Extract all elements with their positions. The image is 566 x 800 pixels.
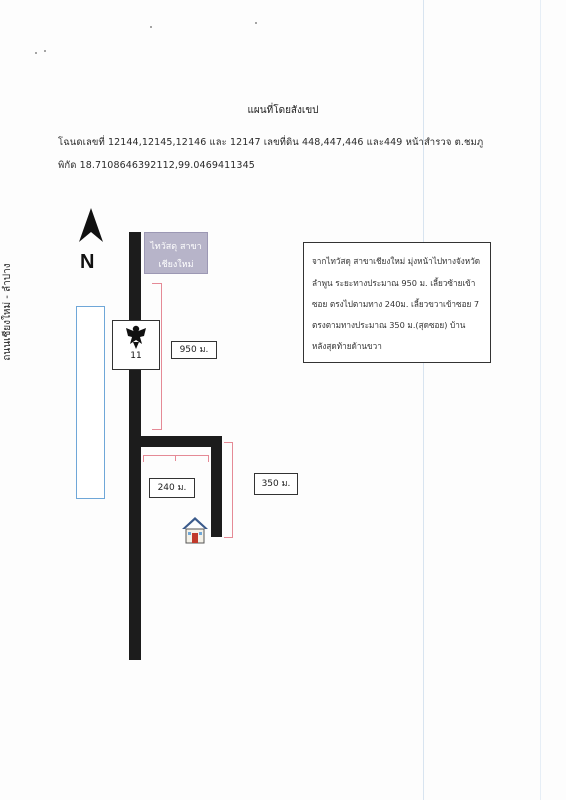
route-description-line: ลำพูน ระยะทางประมาณ 950 ม. เลี้ยวซ้ายเข้า <box>312 278 476 288</box>
route-description-box <box>303 242 491 363</box>
road-name-box <box>76 306 105 499</box>
road-name-label: ถนนเชียงใหม่ - ลำปาง <box>2 263 13 361</box>
scan-speck <box>44 50 46 52</box>
route-description-line: จากไทวัสดุ สาขาเชียงใหม่ มุ่งหน้าไปทางจังหวัด <box>312 256 481 266</box>
soi-7-road <box>211 436 222 537</box>
soi-road <box>129 436 222 447</box>
deed-info-line: โฉนดเลขที่ 12144,12145,12146 และ 12147 เลขที่ดิน 448,447,446 และ449 หน้าสำรวจ ต.ชมภู <box>58 137 484 148</box>
distance-bracket-soi-tick <box>175 455 177 461</box>
scan-speck <box>35 52 37 54</box>
distance-label-soi: 240 ม. <box>149 478 195 498</box>
north-label: N <box>80 251 95 273</box>
branch-label-line2: เชียงใหม่ <box>158 260 194 270</box>
garuda-emblem-icon <box>125 324 147 350</box>
highway-number: 11 <box>130 351 142 361</box>
house-icon <box>181 515 209 545</box>
route-description-line: ตรงตามทางประมาณ 350 ม.(สุดซอย) บ้าน <box>312 320 466 330</box>
scan-speck <box>150 26 152 28</box>
distance-label-main: 950 ม. <box>171 341 217 359</box>
distance-bracket-main <box>152 283 162 430</box>
thaiwatsadu-branch-landmark <box>144 232 208 274</box>
distance-label-last: 350 ม. <box>254 473 298 495</box>
branch-label-line1: ไทวัสดุ สาขา <box>150 242 202 252</box>
scan-speck <box>255 22 257 24</box>
scan-artifact-line <box>423 0 424 800</box>
coordinates-line: พิกัด 18.7108646392112,99.0469411345 <box>58 160 255 171</box>
north-arrow-icon <box>77 208 105 244</box>
map-title: แผนที่โดยสังเขป <box>247 105 319 116</box>
distance-bracket-last <box>224 442 233 538</box>
route-description-line: ซอย ตรงไปตามทาง 240ม. เลี้ยวขวาเข้าซอย 7 <box>312 299 480 309</box>
route-description-line: หลังสุดท้ายด้านขวา <box>312 341 382 351</box>
scan-artifact-line <box>540 0 541 800</box>
